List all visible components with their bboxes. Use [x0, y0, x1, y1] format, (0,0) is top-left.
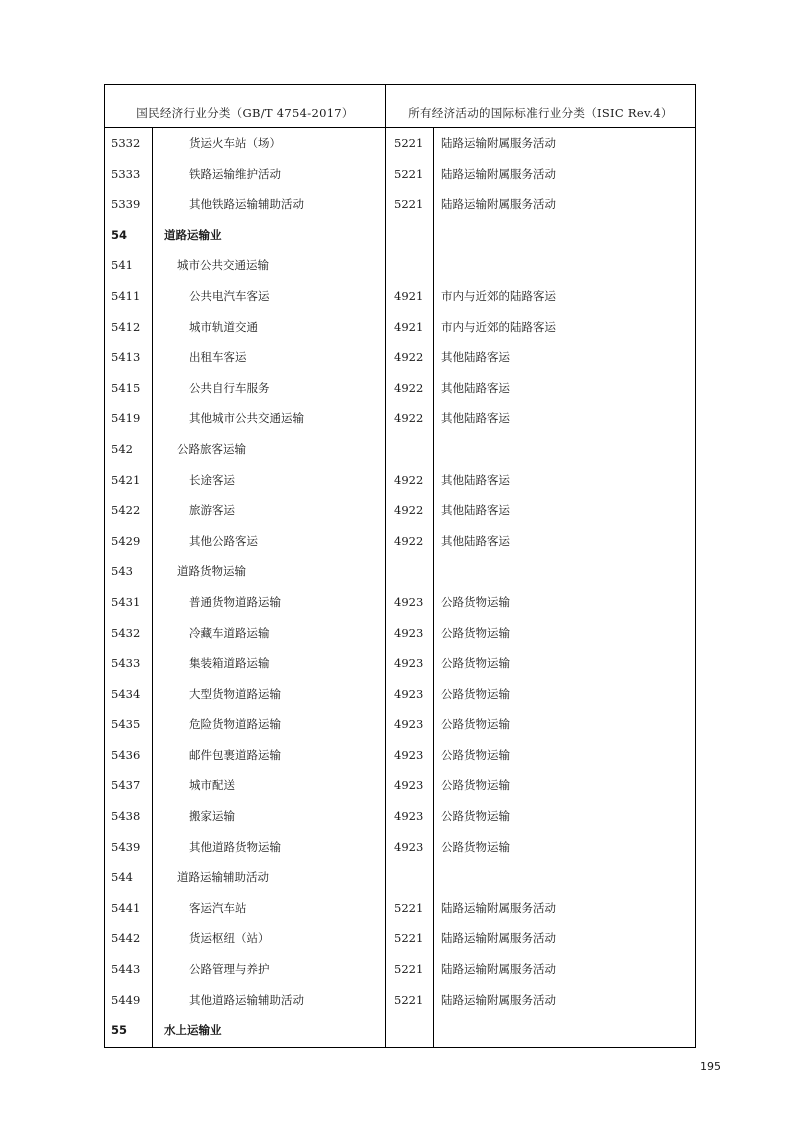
- cell-name: 邮件包裹道路运输: [189, 747, 281, 762]
- table-row: [105, 312, 695, 343]
- cell-isic-code: 5221: [394, 992, 424, 1007]
- cell-isic-code: 4921: [394, 319, 424, 334]
- cell-name: 道路运输业: [164, 227, 222, 242]
- table-row: [105, 770, 695, 801]
- table-row: [105, 618, 695, 649]
- cell-isic-name: 公路货物运输: [441, 809, 510, 824]
- cell-isic-name: 陆路运输附属服务活动: [441, 136, 556, 150]
- table-row: [105, 709, 695, 740]
- table-row: [105, 862, 695, 893]
- cell-name: 大型货物道路运输: [189, 686, 281, 701]
- table-row: [105, 189, 695, 220]
- cell-code: 5433: [111, 656, 141, 671]
- cell-isic-code: 5221: [394, 166, 424, 181]
- cell-name: 其他道路运输辅助活动: [189, 992, 304, 1007]
- cell-code: 5339: [111, 197, 141, 212]
- cell-code: 5412: [111, 319, 141, 334]
- cell-code: 5443: [111, 962, 141, 977]
- cell-code: 544: [111, 870, 133, 885]
- cell-isic-name: 市内与近郊的陆路客运: [441, 288, 556, 303]
- cell-isic-code: 4923: [394, 809, 424, 824]
- table-row: [105, 954, 695, 985]
- table-row: [105, 434, 695, 465]
- cell-name: 道路货物运输: [177, 564, 246, 579]
- cell-code: 541: [111, 258, 133, 273]
- table-row: [105, 403, 695, 434]
- cell-name: 旅游客运: [189, 503, 235, 518]
- cell-isic-name: 陆路运输附属服务活动: [441, 962, 556, 977]
- cell-isic-name: 陆路运输附属服务活动: [441, 931, 556, 946]
- cell-name: 其他城市公共交通运输: [189, 411, 304, 426]
- cell-code: 5431: [111, 594, 141, 609]
- cell-code: 5421: [111, 472, 141, 487]
- cell-isic-code: 5221: [394, 136, 424, 150]
- cell-isic-name: 陆路运输附属服务活动: [441, 197, 556, 212]
- cell-code: 5429: [111, 533, 141, 548]
- cell-code: 5449: [111, 992, 141, 1007]
- cell-code: 55: [111, 1023, 128, 1038]
- cell-name: 长途客运: [189, 472, 235, 487]
- cell-isic-name: 公路货物运输: [441, 686, 510, 701]
- table-row: [105, 250, 695, 281]
- cell-isic-code: 4923: [394, 656, 424, 671]
- cell-code: 5439: [111, 839, 141, 854]
- cell-isic-code: 5221: [394, 931, 424, 946]
- cell-name: 其他铁路运输辅助活动: [189, 197, 304, 212]
- cell-code: 5415: [111, 380, 141, 395]
- table-row: [105, 740, 695, 771]
- cell-code: 5333: [111, 166, 141, 181]
- cell-isic-name: 陆路运输附属服务活动: [441, 900, 556, 915]
- cell-isic-code: 4922: [394, 533, 424, 548]
- cell-name: 城市轨道交通: [189, 319, 258, 334]
- cell-isic-name: 其他陆路客运: [441, 533, 510, 548]
- table-body: [105, 128, 695, 1046]
- cell-isic-code: 4922: [394, 503, 424, 518]
- table-row: [105, 801, 695, 832]
- cell-isic-name: 其他陆路客运: [441, 380, 510, 395]
- table-row: [105, 1015, 695, 1046]
- table-row: [105, 985, 695, 1016]
- cell-code: 54: [111, 227, 128, 242]
- cell-isic-name: 其他陆路客运: [441, 472, 510, 487]
- cell-isic-code: 4921: [394, 288, 424, 303]
- table-row: [105, 281, 695, 312]
- table-row: [105, 832, 695, 863]
- cell-code: 5413: [111, 350, 141, 365]
- cell-isic-code: 4923: [394, 839, 424, 854]
- cell-name: 公路管理与养护: [189, 962, 270, 977]
- cell-name: 出租车客运: [189, 350, 247, 365]
- cell-code: 543: [111, 564, 133, 579]
- cell-name: 公路旅客运输: [177, 441, 246, 456]
- cell-code: 5432: [111, 625, 141, 640]
- cell-isic-name: 其他陆路客运: [441, 350, 510, 365]
- header-gbt: 国民经济行业分类（GB/T 4754-2017）: [136, 106, 354, 120]
- cell-isic-code: 4923: [394, 594, 424, 609]
- cell-name: 搬家运输: [189, 809, 235, 824]
- cell-isic-code: 4922: [394, 472, 424, 487]
- table-row: [105, 893, 695, 924]
- table-row: [105, 128, 695, 159]
- cell-name: 城市公共交通运输: [177, 258, 269, 273]
- table-header: [105, 85, 695, 128]
- cell-code: 5419: [111, 411, 141, 426]
- cell-isic-code: 4922: [394, 350, 424, 365]
- cell-isic-name: 其他陆路客运: [441, 503, 510, 518]
- cell-name: 公共电汽车客运: [189, 288, 270, 303]
- cell-name: 冷藏车道路运输: [189, 625, 270, 640]
- table-row: [105, 648, 695, 679]
- cell-isic-name: 市内与近郊的陆路客运: [441, 319, 556, 334]
- cell-isic-code: 4923: [394, 747, 424, 762]
- cell-isic-name: 公路货物运输: [441, 747, 510, 762]
- table-row: [105, 220, 695, 251]
- cell-code: 5438: [111, 809, 141, 824]
- cell-code: 5332: [111, 136, 141, 150]
- cell-isic-code: 5221: [394, 197, 424, 212]
- cell-name: 货运枢纽（站）: [189, 931, 270, 946]
- cell-code: 5441: [111, 900, 141, 915]
- table-row: [105, 526, 695, 557]
- cell-code: 5442: [111, 931, 141, 946]
- cell-name: 货运火车站（场）: [189, 136, 281, 150]
- cell-name: 其他公路客运: [189, 533, 258, 548]
- cell-name: 危险货物道路运输: [189, 717, 281, 732]
- cell-isic-code: 4923: [394, 686, 424, 701]
- cell-isic-name: 公路货物运输: [441, 717, 510, 732]
- cell-code: 5435: [111, 717, 141, 732]
- cell-isic-code: 5221: [394, 962, 424, 977]
- cell-code: 5422: [111, 503, 141, 518]
- classification-table: [104, 84, 696, 1048]
- cell-isic-name: 公路货物运输: [441, 778, 510, 793]
- cell-name: 铁路运输维护活动: [189, 166, 281, 181]
- cell-name: 水上运输业: [164, 1023, 222, 1038]
- cell-isic-code: 4923: [394, 778, 424, 793]
- cell-isic-name: 公路货物运输: [441, 625, 510, 640]
- cell-code: 5411: [111, 288, 141, 303]
- cell-isic-code: 4922: [394, 411, 424, 426]
- cell-name: 普通货物道路运输: [189, 594, 281, 609]
- table-row: [105, 556, 695, 587]
- table-row: [105, 465, 695, 496]
- cell-name: 道路运输辅助活动: [177, 870, 269, 885]
- cell-isic-name: 公路货物运输: [441, 839, 510, 854]
- cell-isic-code: 4923: [394, 717, 424, 732]
- table-row: [105, 159, 695, 190]
- cell-isic-name: 陆路运输附属服务活动: [441, 166, 556, 181]
- table-row: [105, 679, 695, 710]
- cell-code: 542: [111, 441, 133, 456]
- cell-isic-code: 4923: [394, 625, 424, 640]
- cell-code: 5434: [111, 686, 141, 701]
- table-row: [105, 923, 695, 954]
- table-row: [105, 587, 695, 618]
- header-isic: 所有经济活动的国际标准行业分类（ISIC Rev.4）: [408, 106, 673, 120]
- cell-name: 集装箱道路运输: [189, 656, 270, 671]
- cell-isic-name: 公路货物运输: [441, 656, 510, 671]
- cell-isic-name: 其他陆路客运: [441, 411, 510, 426]
- cell-name: 城市配送: [189, 778, 235, 793]
- cell-isic-name: 公路货物运输: [441, 594, 510, 609]
- cell-isic-code: 4922: [394, 380, 424, 395]
- page-number: 195: [700, 1060, 721, 1073]
- cell-code: 5437: [111, 778, 141, 793]
- cell-name: 客运汽车站: [189, 900, 247, 915]
- table-row: [105, 373, 695, 404]
- cell-isic-code: 5221: [394, 900, 424, 915]
- cell-isic-name: 陆路运输附属服务活动: [441, 992, 556, 1007]
- table-row: [105, 342, 695, 373]
- cell-code: 5436: [111, 747, 141, 762]
- cell-name: 其他道路货物运输: [189, 839, 281, 854]
- cell-name: 公共自行车服务: [189, 380, 270, 395]
- table-row: [105, 495, 695, 526]
